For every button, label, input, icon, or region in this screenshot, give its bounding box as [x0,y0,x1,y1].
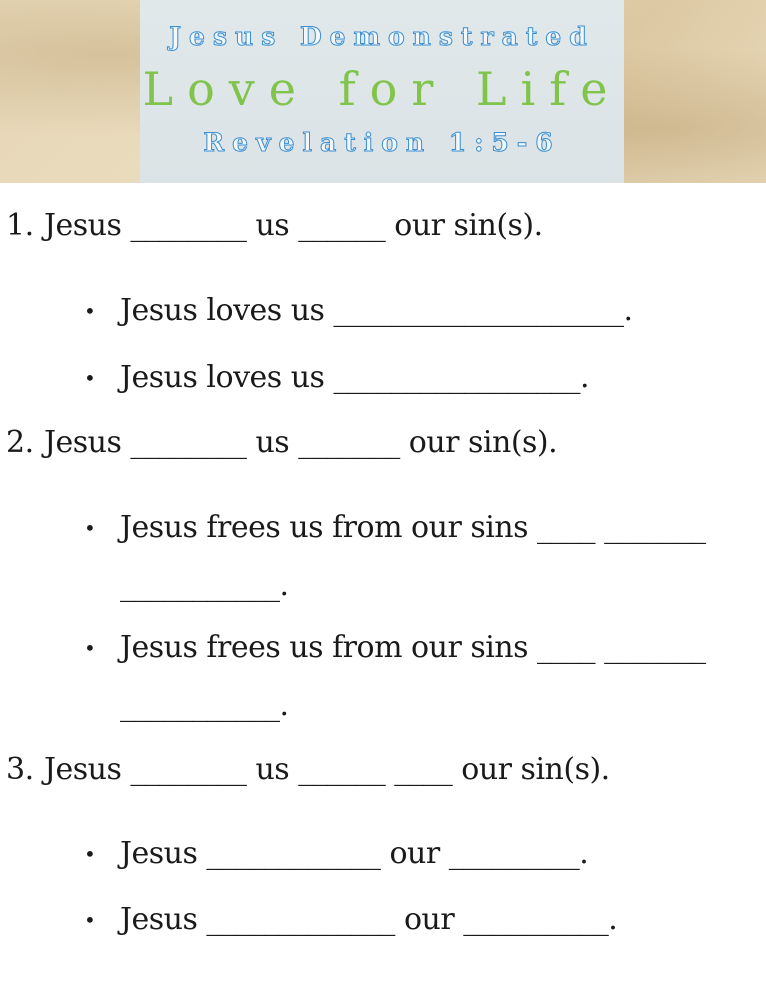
title-line-1: Jesus Demonstrated [169,22,595,51]
title-line-2: Love for Life [142,62,622,116]
bullet-dot-icon: • [84,842,96,866]
bullet-dot-icon: • [84,908,96,932]
point-number: 2. [6,425,34,460]
bullet-text: Jesus ____________ our _________. [120,836,589,871]
point-text: Jesus ________ us _______ our sin(s). [44,425,558,460]
point-text: Jesus ________ us ______ our sin(s). [44,208,543,243]
header-banner [0,0,766,183]
bullet-dot-icon: • [84,366,96,390]
bullet-continuation-text: ___________. [120,568,289,603]
bullet-dot-icon: • [84,516,96,540]
point-number: 3. [6,752,34,787]
bullet-text: Jesus loves us ____________________. [120,293,633,328]
title-panel [140,0,624,183]
bullet-dot-icon: • [84,299,96,323]
title-line-3: Revelation 1:5-6 [203,128,561,157]
bullet-text: Jesus frees us from our sins ____ _______ [120,630,706,665]
point-number: 1. [6,208,34,243]
bullet-text: Jesus _____________ our __________. [120,902,618,937]
bullet-continuation-text: ___________. [120,688,289,723]
bullet-dot-icon: • [84,636,96,660]
bullet-text: Jesus frees us from our sins ____ _______ [120,510,706,545]
bullet-text: Jesus loves us _________________. [120,360,590,395]
point-text: Jesus ________ us ______ ____ our sin(s). [44,752,610,787]
